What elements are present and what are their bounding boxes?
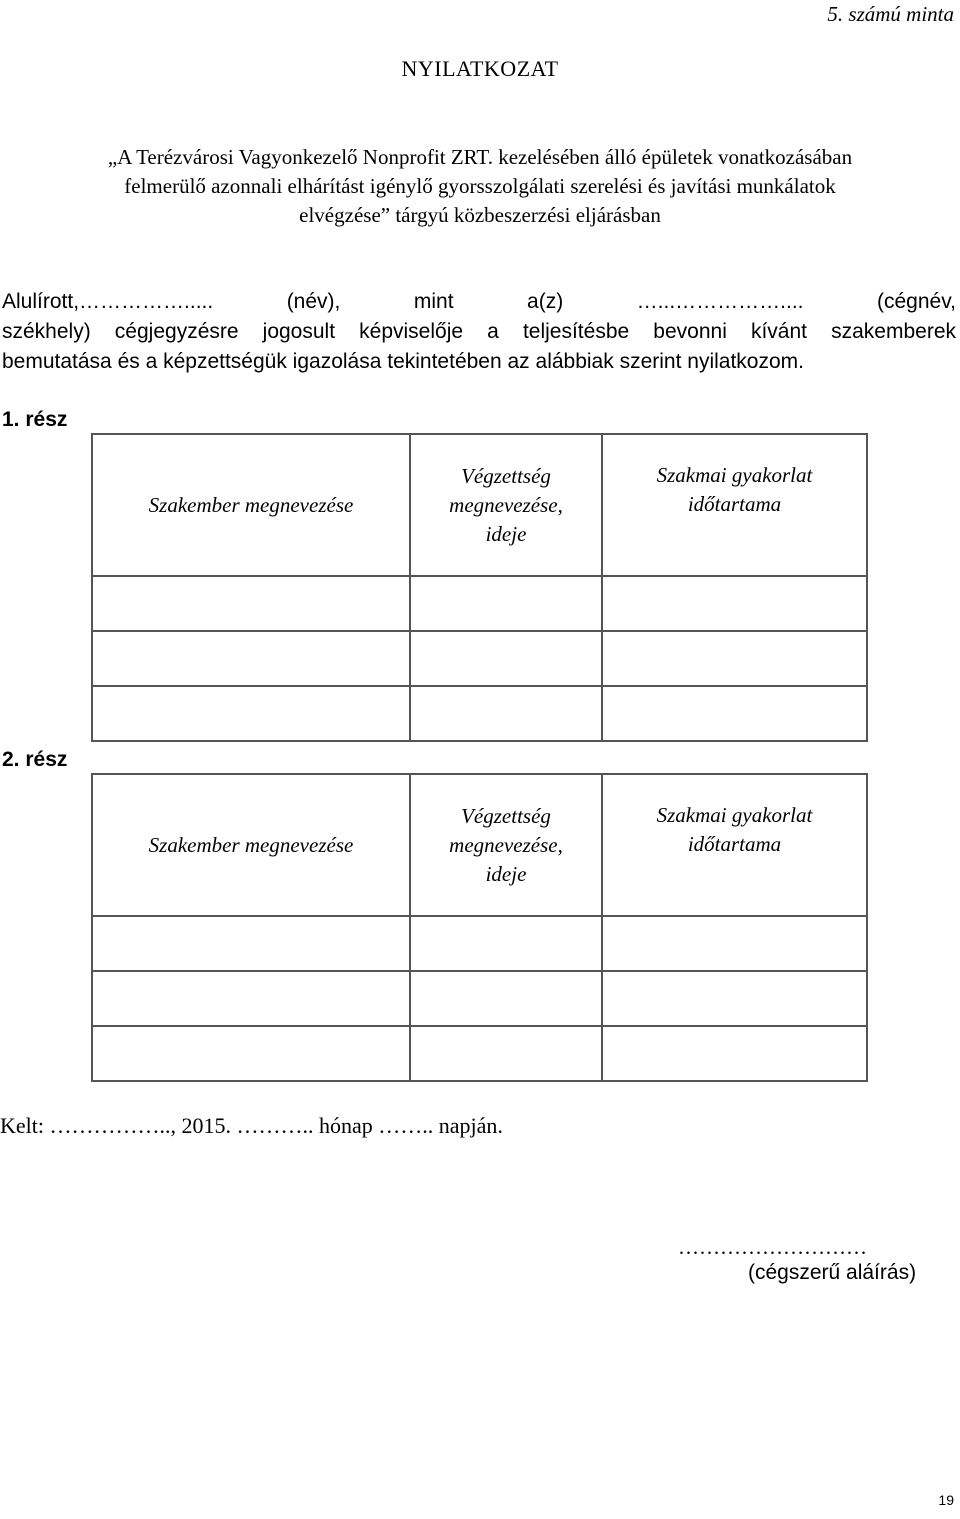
part-2-label: 2. rész	[2, 748, 68, 771]
header-qualification: Végzettség megnevezése, ideje	[410, 774, 602, 916]
table-cell[interactable]	[602, 916, 867, 971]
declaration-paragraph	[2, 287, 956, 377]
table-cell[interactable]	[92, 1026, 410, 1081]
signature-label: (cégszerű aláírás)	[748, 1261, 917, 1284]
table-header-row	[92, 774, 867, 916]
table-cell[interactable]	[410, 686, 602, 741]
table-cell[interactable]	[410, 576, 602, 631]
declaration-line: Alulírott,……………..... (név), mint a(z) …...…………….... (cégnév,	[2, 290, 956, 313]
table-row	[92, 916, 867, 971]
declaration-line: székhely) cégjegyzésre jogosult képviselője a teljesítésbe bevonni kívánt szakemberek	[2, 320, 956, 343]
table-cell[interactable]	[602, 1026, 867, 1081]
table-cell[interactable]	[410, 1026, 602, 1081]
table-row	[92, 576, 867, 631]
table-cell[interactable]	[92, 576, 410, 631]
table-cell[interactable]	[602, 971, 867, 1026]
date-line: Kelt: …………….., 2015. ……….. hónap …….. napján.	[0, 1113, 503, 1138]
table-cell[interactable]	[92, 916, 410, 971]
header-experience: Szakmai gyakorlat időtartama	[602, 774, 867, 916]
table-row	[92, 971, 867, 1026]
header-qualification: Végzettség megnevezése, ideje	[410, 434, 602, 576]
part-1-label: 1. rész	[2, 408, 68, 431]
document-title: NYILATKOZAT	[401, 56, 559, 81]
table-cell[interactable]	[92, 631, 410, 686]
declaration-line: bemutatása és a képzettségük igazolása tekintetében az alábbiak szerint nyilatkozom.	[2, 350, 804, 373]
table-cell[interactable]	[410, 971, 602, 1026]
table-cell[interactable]	[602, 686, 867, 741]
header-specialist-name: Szakember megnevezése	[92, 774, 410, 916]
part-1-table	[91, 433, 868, 742]
header-specialist-name: Szakember megnevezése	[92, 434, 410, 576]
signature-line: ………………………	[678, 1235, 867, 1259]
table-cell[interactable]	[410, 916, 602, 971]
subject-line: elvégzése” tárgyú közbeszerzési eljárásban	[299, 203, 661, 227]
part-2-table	[91, 773, 868, 1082]
table-cell[interactable]	[602, 576, 867, 631]
table-header-row	[92, 434, 867, 576]
subject-line: felmerülő azonnali elhárítást igénylő gyorsszolgálati szerelési és javítási munkálatok	[124, 174, 836, 198]
subject-line: „A Terézvárosi Vagyonkezelő Nonprofit ZRT. kezelésében álló épületek vonatkozásában	[107, 145, 853, 169]
table-cell[interactable]	[410, 631, 602, 686]
subject-text	[20, 143, 940, 230]
table-cell[interactable]	[92, 686, 410, 741]
sample-number-label: 5. számú minta	[827, 2, 954, 26]
table-cell[interactable]	[92, 971, 410, 1026]
table-row	[92, 1026, 867, 1081]
page-number: 19	[938, 1492, 954, 1508]
table-cell[interactable]	[602, 631, 867, 686]
header-experience: Szakmai gyakorlat időtartama	[602, 434, 867, 576]
table-row	[92, 686, 867, 741]
table-row	[92, 631, 867, 686]
